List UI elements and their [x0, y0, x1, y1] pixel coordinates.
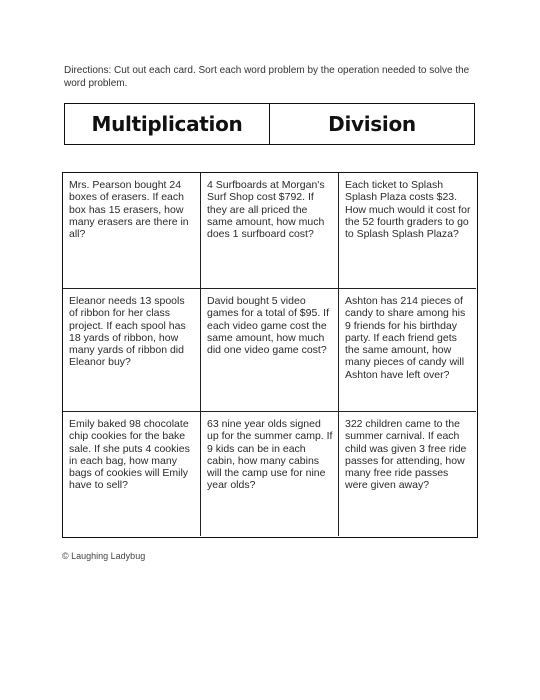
directions-text: Directions: Cut out each card. Sort each word problem by the operation needed to solve the word problem.	[64, 65, 470, 89]
operation-header-table	[64, 103, 475, 145]
word-problem-card: 4 Surfboards at Morgan's Surf Shop cost $792. If they are all priced the same amount, how much does 1 surfboard cost?	[201, 173, 339, 289]
word-problem-card: Emily baked 98 chocolate chip cookies for the bake sale. If she puts 4 cookies in each bag, how many bags of cookies will Emily have to sell?	[63, 412, 201, 536]
word-problem-card: Eleanor needs 13 spools of ribbon for her class project. If each spool has 18 yards of ribbon, how many yards of ribbon did Eleanor buy?	[63, 289, 201, 412]
multiplication-heading: Multiplication	[65, 104, 270, 144]
division-heading: Division	[328, 112, 416, 136]
copyright-footer: © Laughing Ladybug	[62, 551, 146, 561]
word-problem-card: David bought 5 video games for a total of $95. If each video game cost the same amount, how much did one video game cost?	[201, 289, 339, 412]
word-problem-card: Mrs. Pearson bought 24 boxes of erasers. If each box has 15 erasers, how many erasers are there in all?	[63, 173, 201, 289]
word-problem-card: 63 nine year olds signed up for the summer camp. If 9 kids can be in each cabin, how many cabins will the camp use for nine year olds?	[201, 412, 339, 536]
word-problem-cards	[62, 172, 478, 538]
word-problem-card: Ashton has 214 pieces of candy to share among his 9 friends for his birthday party. If each friend gets the same amount, how many pieces of candy will Ashton have left over?	[339, 289, 476, 412]
word-problem-card: Each ticket to Splash Splash Plaza costs $23. How much would it cost for the 52 fourth graders to go to Splash Splash Plaza?	[339, 173, 476, 289]
word-problem-card: 322 children came to the summer carnival. If each child was given 3 free ride passes for attending, how many free ride passes were given away?	[345, 418, 467, 492]
